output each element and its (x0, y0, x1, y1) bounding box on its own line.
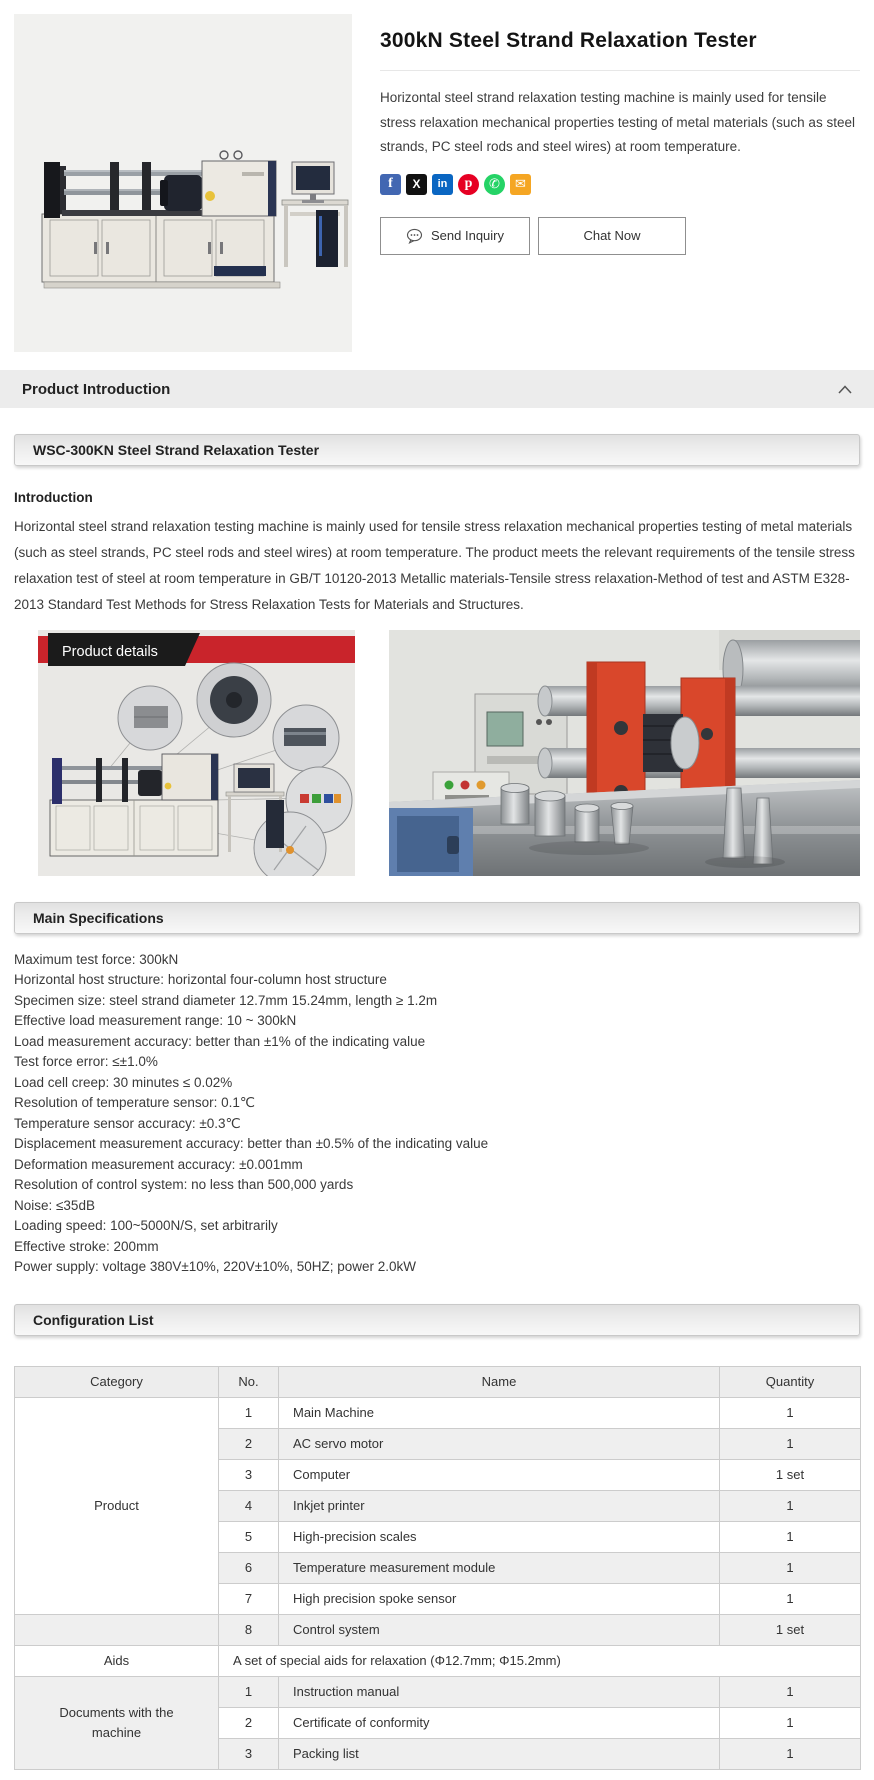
table-body (15, 1397, 861, 1769)
name-cell: Inkjet printer (279, 1490, 720, 1521)
main-specifications-title: Main Specifications (33, 909, 164, 926)
category-cell: Aids (15, 1645, 219, 1676)
no-cell: 5 (219, 1521, 279, 1552)
quantity-cell: 1 (720, 1397, 861, 1428)
email-icon[interactable]: ✉ (510, 174, 531, 195)
category-cell: Product (15, 1397, 219, 1614)
x-icon[interactable]: X (406, 174, 427, 195)
spec-line: Load cell creep: 30 minutes ≤ 0.02% (14, 1074, 233, 1090)
name-cell: Main Machine (279, 1397, 720, 1428)
machine-photo (389, 630, 860, 876)
main-specifications-bar (14, 902, 860, 934)
product-details-image (38, 630, 355, 876)
send-inquiry-label: Send Inquiry (431, 228, 504, 244)
introduction-images (14, 630, 860, 876)
facebook-icon[interactable]: f (380, 174, 401, 195)
send-inquiry-button[interactable] (380, 217, 530, 255)
model-header-title: WSC-300KN Steel Strand Relaxation Tester (33, 442, 320, 458)
machine-illustration (14, 14, 352, 352)
quantity-cell: 1 (720, 1738, 861, 1769)
name-cell: Instruction manual (279, 1676, 720, 1707)
spec-line: Effective load measurement range: 10 ~ 300kN (14, 1013, 297, 1029)
spec-line: Test force error: ≤±1.0% (14, 1054, 158, 1070)
quantity-cell: 1 (720, 1676, 861, 1707)
no-cell: 3 (219, 1459, 279, 1490)
name-cell: Control system (279, 1614, 720, 1645)
spec-line: Displacement measurement accuracy: better than ±0.5% of the indicating value (14, 1136, 489, 1152)
spec-line: Noise: ≤35dB (14, 1197, 95, 1213)
name-cell: Temperature measurement module (279, 1552, 720, 1583)
category-cell (15, 1614, 219, 1645)
aids-description-cell: A set of special aids for relaxation (Φ12.7mm; Φ15.2mm) (219, 1645, 861, 1676)
spec-line: Deformation measurement accuracy: ±0.001mm (14, 1156, 303, 1172)
title-divider (380, 70, 860, 71)
table-row (15, 1645, 861, 1676)
spec-line: Horizontal host structure: horizontal four-column host structure (14, 972, 387, 988)
share-icons (380, 174, 860, 195)
no-cell: 4 (219, 1490, 279, 1521)
quantity-cell: 1 (720, 1428, 861, 1459)
no-cell: 8 (219, 1614, 279, 1645)
quantity-cell: 1 (720, 1521, 861, 1552)
no-cell: 2 (219, 1707, 279, 1738)
no-cell: 1 (219, 1397, 279, 1428)
header-name: Name (279, 1366, 720, 1397)
whatsapp-icon[interactable]: ✆ (484, 174, 505, 195)
no-cell: 2 (219, 1428, 279, 1459)
table-row (15, 1614, 861, 1645)
introduction-heading: Introduction (14, 490, 93, 505)
product-introduction-title: Product Introduction (22, 380, 171, 398)
spec-line: Power supply: voltage 380V±10%, 220V±10%, 50HZ; power 2.0kW (14, 1259, 417, 1275)
quantity-cell: 1 (720, 1552, 861, 1583)
spec-list (14, 950, 860, 1278)
header-category: Category (15, 1366, 219, 1397)
pinterest-icon[interactable]: p (458, 174, 479, 195)
quantity-cell: 1 set (720, 1614, 861, 1645)
chat-bubble-icon (406, 228, 423, 244)
table-row (15, 1676, 861, 1707)
table-row (15, 1397, 861, 1428)
quantity-cell: 1 (720, 1490, 861, 1521)
spec-line: Loading speed: 100~5000N/S, set arbitrarily (14, 1218, 278, 1234)
spec-line: Maximum test force: 300kN (14, 951, 179, 967)
chevron-up-icon[interactable] (838, 385, 852, 394)
name-cell: Packing list (279, 1738, 720, 1769)
model-header-bar (14, 434, 860, 466)
product-description: Horizontal steel strand relaxation testing machine is mainly used for tensile stress relaxation mechanical properties testing of metal materials (such as steel strands, PC steel rods and steel wires) at room temperature. (380, 90, 855, 155)
product-main-image[interactable] (14, 14, 352, 352)
chat-now-button[interactable] (538, 217, 686, 255)
spec-line: Specimen size: steel strand diameter 12.7mm 15.24mm, length ≥ 1.2m (14, 992, 438, 1008)
name-cell: High-precision scales (279, 1521, 720, 1552)
configuration-table (14, 1366, 861, 1770)
category-cell: Documents with the machine (15, 1676, 219, 1769)
name-cell: AC servo motor (279, 1428, 720, 1459)
introduction-text: Horizontal steel strand relaxation testing machine is mainly used for tensile stress relaxation mechanical properties testing of metal materials (such as steel strands, PC steel rods and steel wires) at room temperature. The product meets the relevant requirements of the tensile stress relaxation test of steel at room temperature in GB/T 10120-2013 Metallic materials-Tensile stress relaxation-Method of test and ASTM E328-2013 Standard Test Methods for Stress Relaxation Tests for Materials and Structures. (14, 519, 855, 612)
name-cell: High precision spoke sensor (279, 1583, 720, 1614)
configuration-list-bar (14, 1304, 860, 1336)
no-cell: 1 (219, 1676, 279, 1707)
quantity-cell: 1 set (720, 1459, 861, 1490)
no-cell: 7 (219, 1583, 279, 1614)
product-introduction-content (0, 434, 874, 1770)
product-introduction-header[interactable] (0, 370, 874, 408)
hero-section (0, 0, 874, 352)
configuration-list-title: Configuration List (33, 1311, 154, 1328)
chat-now-label: Chat Now (583, 228, 641, 244)
product-details-label: Product details (62, 643, 158, 660)
name-cell: Certificate of conformity (279, 1707, 720, 1738)
quantity-cell: 1 (720, 1583, 861, 1614)
quantity-cell: 1 (720, 1707, 861, 1738)
no-cell: 3 (219, 1738, 279, 1769)
spec-line: Effective stroke: 200mm (14, 1238, 159, 1254)
spec-line: Resolution of control system: no less than 500,000 yards (14, 1177, 354, 1193)
spec-line: Load measurement accuracy: better than ±1% of the indicating value (14, 1033, 426, 1049)
name-cell: Computer (279, 1459, 720, 1490)
no-cell: 6 (219, 1552, 279, 1583)
spec-line: Resolution of temperature sensor: 0.1℃ (14, 1095, 256, 1111)
spec-line: Temperature sensor accuracy: ±0.3℃ (14, 1115, 241, 1131)
header-no: No. (219, 1366, 279, 1397)
hero-info (380, 14, 860, 352)
table-header-row (15, 1366, 861, 1397)
page-title: 300kN Steel Strand Relaxation Tester (380, 29, 757, 52)
action-buttons (380, 217, 860, 255)
linkedin-icon[interactable]: in (432, 174, 453, 195)
header-quantity: Quantity (720, 1366, 861, 1397)
